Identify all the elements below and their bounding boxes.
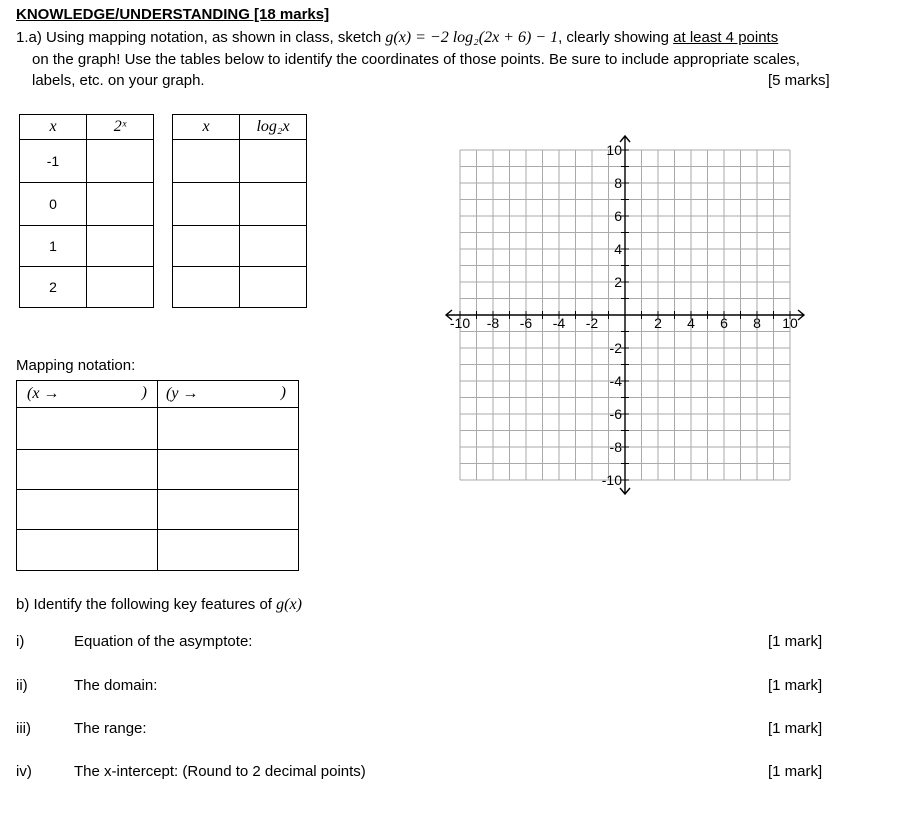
feature-marks: [1 mark] [768,720,823,737]
question-a-clearly: , clearly showing [558,29,674,46]
axes [446,136,804,494]
question-a-intro: 1.a) Using mapping notation, as shown in class, sketch [16,29,386,46]
exp-table-header-x: x [20,115,87,140]
question-a-marks: [5 marks] [768,72,830,89]
log-table-cell[interactable] [240,140,307,183]
mapping-x-close: ) [141,384,147,401]
x-tick-label: 4 [687,315,695,331]
x-tick-label: -4 [552,315,566,331]
log-table-cell[interactable] [173,183,240,226]
x-tick-label: 8 [753,315,761,331]
log-table-header-x: x [173,115,240,140]
feature-marks: [1 mark] [768,763,823,780]
feature-range: The range: [74,720,147,737]
exp-table-answer-cell[interactable] [87,183,154,226]
feature-asymptote: Equation of the asymptote: [74,633,253,650]
feature-number: i) [16,633,25,650]
feature-number: iii) [16,720,31,737]
x-tick-label: -8 [486,315,500,331]
question-a-line1 [16,29,778,47]
exp-table-x-cell: -1 [20,140,87,183]
question-a-points-requirement: at least 4 points [673,29,779,46]
y-tick-label: -6 [609,406,622,422]
mapping-y-open: (y → [166,385,199,402]
question-b-text: b) Identify the following key features of [16,596,277,613]
log-table-cell[interactable] [240,267,307,308]
coordinate-grid[interactable] [435,125,815,505]
mapping-header-y [158,381,299,408]
feature-x-intercept: The x-intercept: (Round to 2 decimal points) [74,763,366,780]
log-table-cell[interactable] [173,226,240,267]
exponent-table [19,114,154,308]
mapping-cell[interactable] [158,408,299,450]
question-a-line3: labels, etc. on your graph. [32,72,205,89]
log-table [172,114,307,308]
mapping-y-close: ) [280,384,286,401]
y-tick-label: -2 [609,340,622,356]
y-tick-label: -10 [601,472,622,488]
x-tick-label: -2 [585,315,599,331]
y-tick-label: -8 [609,439,622,455]
x-tick-label: 10 [782,315,798,331]
question-a-line2: on the graph! Use the tables below to identify the coordinates of those points. Be sure to include appropriate scales, [32,51,800,68]
question-b-function: g(x) [276,596,302,613]
exp-table-answer-cell[interactable] [87,226,154,267]
y-tick-label: 10 [606,142,622,158]
y-tick-label: 8 [614,175,622,191]
question-b-intro [16,596,302,614]
mapping-cell[interactable] [17,530,158,571]
mapping-cell[interactable] [158,490,299,530]
log-table-cell[interactable] [240,183,307,226]
y-tick-label: 4 [614,241,622,257]
mapping-x-open: (x → [27,385,60,402]
exp-table-answer-cell[interactable] [87,267,154,308]
mapping-cell[interactable] [17,450,158,490]
function-expression: g(x) = −2 log₂(2x + 6) − 1 [385,29,559,46]
feature-domain: The domain: [74,677,158,694]
log-table-cell[interactable] [240,226,307,267]
feature-marks: [1 mark] [768,633,823,650]
exp-table-answer-cell[interactable] [87,140,154,183]
y-tick-label: 6 [614,208,622,224]
feature-number: iv) [16,763,32,780]
mapping-cell[interactable] [17,408,158,450]
exp-table-x-cell: 0 [20,183,87,226]
page-title: KNOWLEDGE/UNDERSTANDING [18 marks] [16,6,330,23]
mapping-cell[interactable] [158,530,299,571]
log-table-cell[interactable] [173,140,240,183]
feature-marks: [1 mark] [768,677,823,694]
x-tick-label: 2 [654,315,662,331]
x-tick-label: 6 [720,315,728,331]
mapping-header-x [17,381,158,408]
exp-table-x-cell: 2 [20,267,87,308]
exp-table-header-2x: 2ˣ [87,115,154,140]
exp-table-x-cell: 1 [20,226,87,267]
feature-number: ii) [16,677,28,694]
mapping-cell[interactable] [17,490,158,530]
mapping-label: Mapping notation: [16,357,136,374]
mapping-cell[interactable] [158,450,299,490]
log-table-header-log2x: log₂x [240,115,307,140]
x-tick-label: -10 [449,315,471,331]
mapping-table [16,380,299,571]
y-tick-label: 2 [614,274,622,290]
log-table-cell[interactable] [173,267,240,308]
x-tick-label: -6 [519,315,533,331]
y-tick-label: -4 [609,373,622,389]
